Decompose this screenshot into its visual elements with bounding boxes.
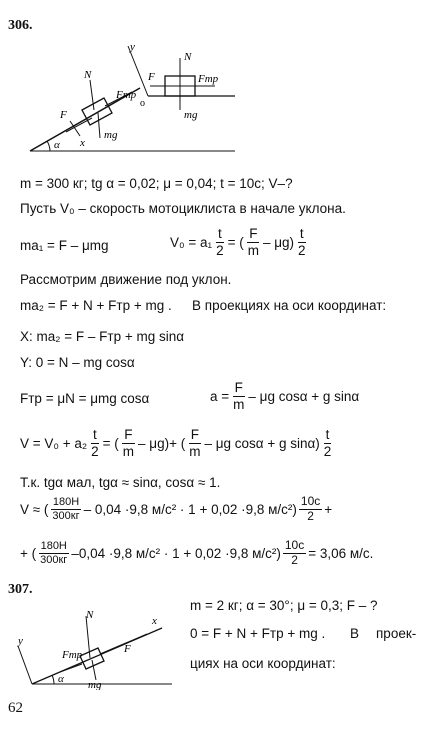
fig307-label-Ftr: Fтр — [62, 649, 83, 661]
fig306-label-N2: N — [184, 51, 192, 63]
fig306-label-mg: mg — [104, 129, 118, 141]
given-306: m = 300 кг; tg α = 0,02; μ = 0,04; t = 10c; V–? — [20, 176, 293, 191]
fig307-label-x: x — [152, 615, 157, 627]
proj2-307: циях на оси координат: — [190, 656, 336, 671]
ftr-eq-306: Fтр = μN = μmg cosα — [20, 391, 150, 406]
calc1-306: V ≈ ( $\frac{180H}{300кг}$ – 0,04 ·9,8 м/с² · 1 + 0,02 ·9,8 м/с²) $\frac{10c}{2}$ + — [20, 494, 333, 523]
fig306-label-x: x — [80, 137, 85, 149]
a-eq-306: a = $\frac{F}{m}$ – μg cosα + g sinα — [210, 380, 360, 412]
fig306-label-o: o — [140, 98, 145, 109]
figure-306 — [20, 38, 260, 163]
since-306: Т.к. tgα мал, tgα ≈ sinα, cosα ≈ 1. — [20, 475, 221, 490]
figure-307 — [12, 598, 182, 690]
eq1-v0: V₀ = a₁ $\frac{t}{2}$ = ( $\frac{F}{m}$ – μg) $\frac{t}{2}$ — [170, 226, 306, 258]
fig307-label-N: N — [86, 609, 94, 621]
x-eq-306: X: ma₂ = F – Fтр + mg sinα — [20, 329, 185, 344]
vector-eq-307: 0 = F + N + Fтр + mg . — [190, 626, 326, 641]
fig307-label-y: y — [18, 635, 23, 647]
eq1-left: ma₁ = F – μmg — [20, 238, 109, 253]
problem-306-number: 306. — [8, 18, 33, 33]
fig307-label-alpha: α — [58, 673, 64, 685]
fig306-label-mg2: mg — [184, 109, 198, 121]
proj1-307: проек- — [376, 626, 417, 641]
fig307-label-mg: mg — [88, 679, 102, 690]
consider-306: Рассмотрим движение под уклон. — [20, 272, 232, 287]
vector-eq-306: ma₂ = F + N + Fтр + mg . — [20, 298, 172, 313]
fig306-label-Ftr: Fтр — [116, 89, 137, 101]
fig306-label-N: N — [84, 69, 92, 81]
calc2-306: + ( $\frac{180H}{300кг}$ –0,04 ·9,8 м/с² · 1 + 0,02 ·9,8 м/с²) $\frac{10c}{2}$ = 3,06 м/с. — [20, 538, 374, 567]
fig306-label-F: F — [60, 109, 67, 121]
given-307: m = 2 кг; α = 30°; μ = 0,3; F – ? — [190, 598, 378, 613]
fig306-label-y: y — [130, 41, 135, 53]
let-306: Пусть V₀ – скорость мотоциклиста в начале уклона. — [20, 201, 346, 216]
y-eq-306: Y: 0 = N – mg cosα — [20, 355, 135, 370]
fig306-label-alpha: α — [54, 139, 60, 151]
fig306-label-F2: F — [148, 71, 155, 83]
fig307-label-F: F — [124, 643, 131, 655]
projections-306: В проекциях на оси координат: — [192, 298, 387, 313]
v-eq-306: V = V₀ + a₂ $\frac{t}{2}$ = ( $\frac{F}{m}$ – μg) + ( $\frac{F}{m}$ – μg cosα + g sinα) $\frac{t}{2}$ — [20, 427, 332, 459]
in-307: В — [350, 626, 360, 641]
problem-307-number: 307. — [8, 582, 33, 597]
page-number: 62 — [8, 700, 23, 716]
fig306-label-Ftr2: Fтр — [198, 73, 219, 85]
